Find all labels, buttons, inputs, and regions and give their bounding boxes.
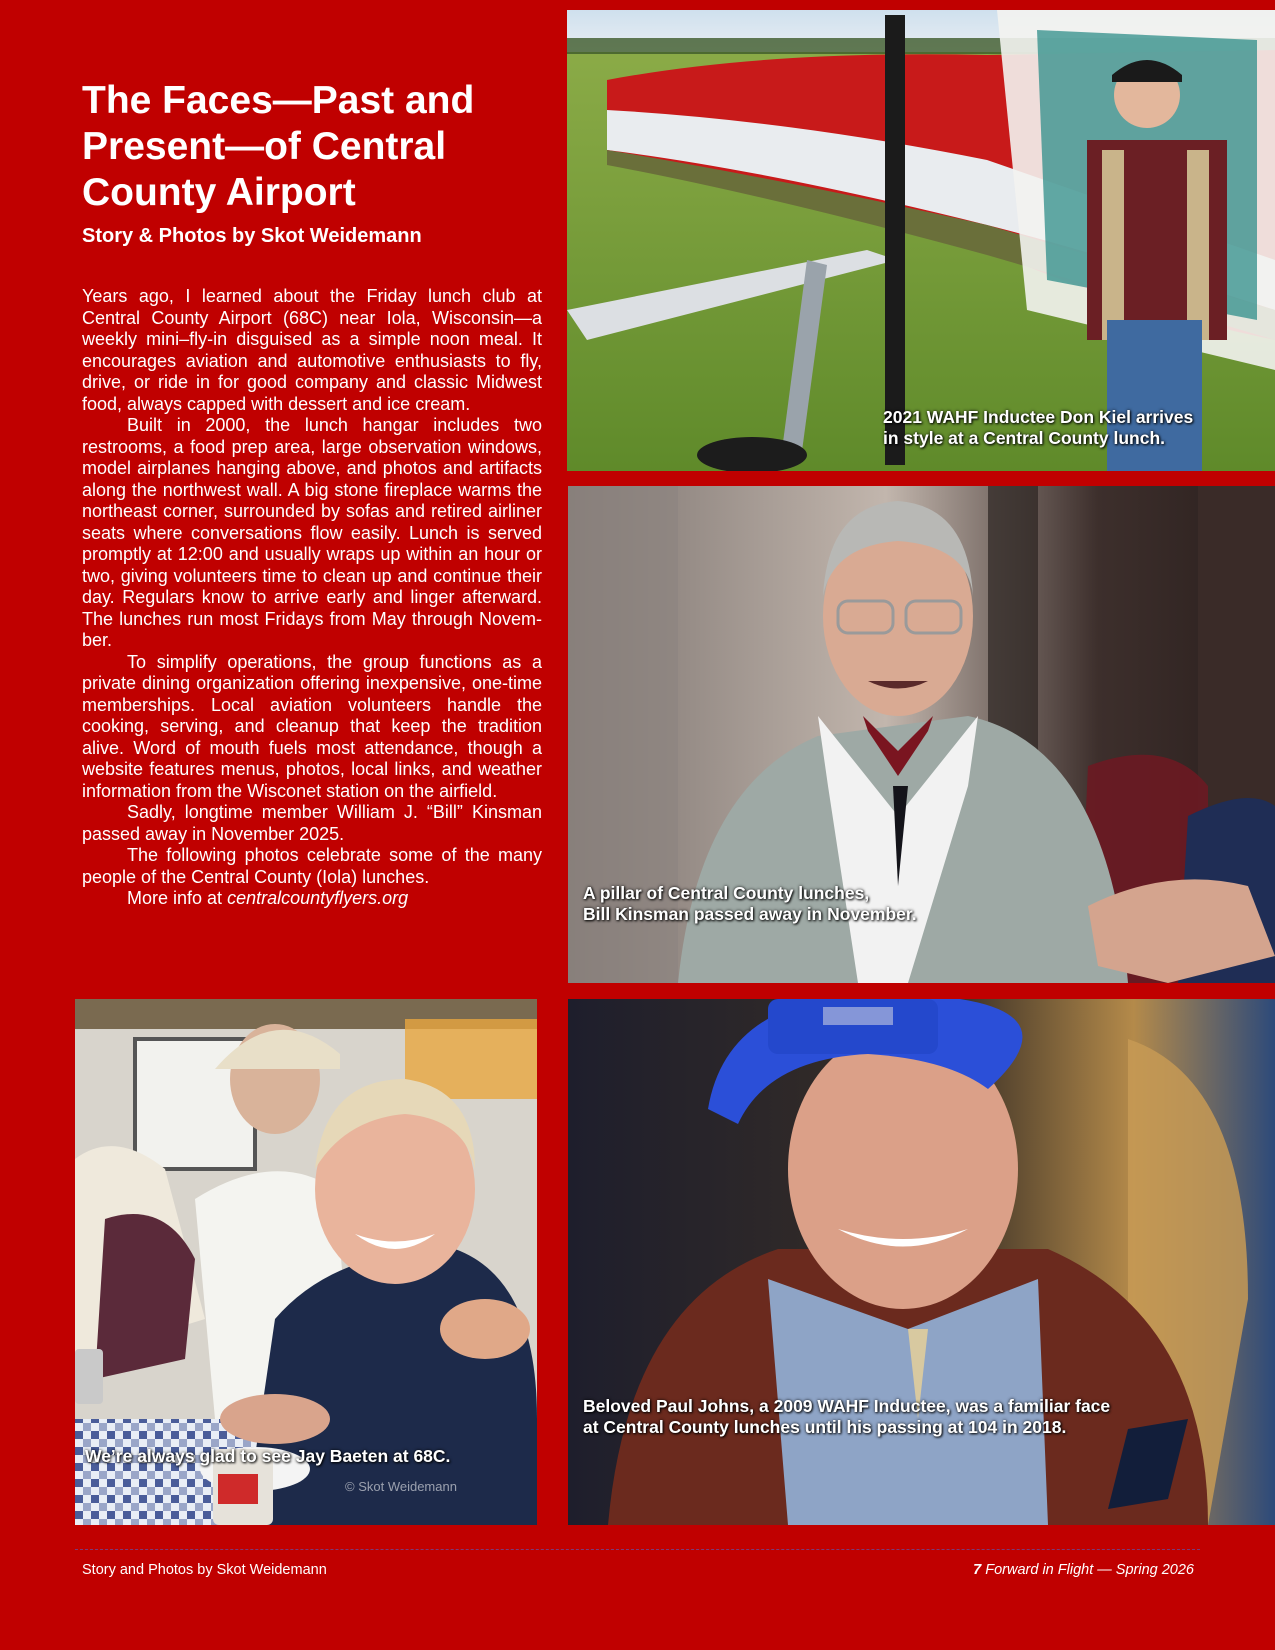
- photo-watermark: © Skot Weidemann: [345, 1479, 457, 1494]
- plane-caption-line-2: in style at a Central County lunch.: [883, 428, 1165, 448]
- jay-caption: We’re always glad to see Jay Baeten at 68C.: [85, 1446, 451, 1466]
- footer-credit: Story and Photos by Skot Weidemann: [82, 1562, 327, 1578]
- photo-paul-johns: [568, 999, 1275, 1525]
- plane-caption: [883, 407, 1193, 449]
- photo-don-kiel-airplane: [567, 10, 1275, 471]
- footer-publication: [973, 1562, 1194, 1578]
- bill-caption-line-2: Bill Kinsman passed away in November.: [583, 904, 917, 924]
- plane-caption-line-1: 2021 WAHF Inductee Don Kiel arrives: [883, 407, 1194, 427]
- article-body: [82, 286, 542, 910]
- paul-johns-portrait-illustration: [568, 999, 1275, 1525]
- body-paragraph-5: The following photos celebrate some of the many people of the Central County (Iola) lunches.: [82, 845, 542, 887]
- photo-jay-baeten: [75, 999, 537, 1525]
- website-link[interactable]: centralcountyflyers.org: [227, 888, 409, 908]
- more-info-line: [82, 888, 542, 910]
- footer-divider: [75, 1549, 1200, 1550]
- body-paragraph-1: Years ago, I learned about the Friday lunch club at Central County Airport (68C) near Iola, Wisconsin—a weekly mini–fly-in disguised as a simple noon meal. It encourages aviation and automotive enthusiasts to fly, drive, or ride in for good company and classic Midwest food, always capped with dessert and ice cream.: [82, 286, 542, 414]
- paul-caption-line-2: at Central County lunches until his passing at 104 in 2018.: [583, 1417, 1067, 1437]
- paul-caption-line-1: Beloved Paul Johns, a 2009 WAHF Inductee, was a familiar face: [583, 1396, 1111, 1416]
- more-info-label: More info at: [127, 888, 223, 908]
- article-byline: Story & Photos by Skot Weidemann: [82, 225, 422, 247]
- bill-caption: [583, 883, 917, 925]
- article-title: The Faces—Past and Present—of Central County Airport: [82, 79, 475, 214]
- publication-name: Forward in Flight — Spring 2026: [985, 1562, 1194, 1578]
- page-number: 7: [973, 1562, 982, 1578]
- photo-bill-kinsman: [568, 486, 1275, 983]
- body-paragraph-4: Sadly, longtime member William J. “Bill” Kinsman passed away in November 2025.: [82, 802, 542, 844]
- airplane-photo-illustration: [567, 10, 1275, 471]
- bill-caption-line-1: A pillar of Central County lunches,: [583, 883, 870, 903]
- paul-caption: [583, 1396, 1110, 1438]
- body-paragraph-2: Built in 2000, the lunch hangar includes two restrooms, a food prep area, large observation windows, model airplanes hanging above, and photos and artifacts along the northwest wall. A big stone fireplace warms the northeast corner, surrounded by sofas and retired airliner seats where conversations flow easily. Lunch is served promptly at 12:00 and usually wraps up within an hour or two, giving volunteers time to clean up and continue their day. Regulars know to arrive early and linger afterward. The lunches run most Fridays from May through November.: [82, 415, 542, 650]
- body-paragraph-3: To simplify operations, the group functions as a private dining organization offering inexpensive, one-time memberships. Local aviation volunteers handle the cooking, serving, and cleanup that keep the tradition alive. Word of mouth fuels most attendance, though a website features menus, photos, local links, and weather information from the Wisconet station on the airfield.: [82, 651, 542, 801]
